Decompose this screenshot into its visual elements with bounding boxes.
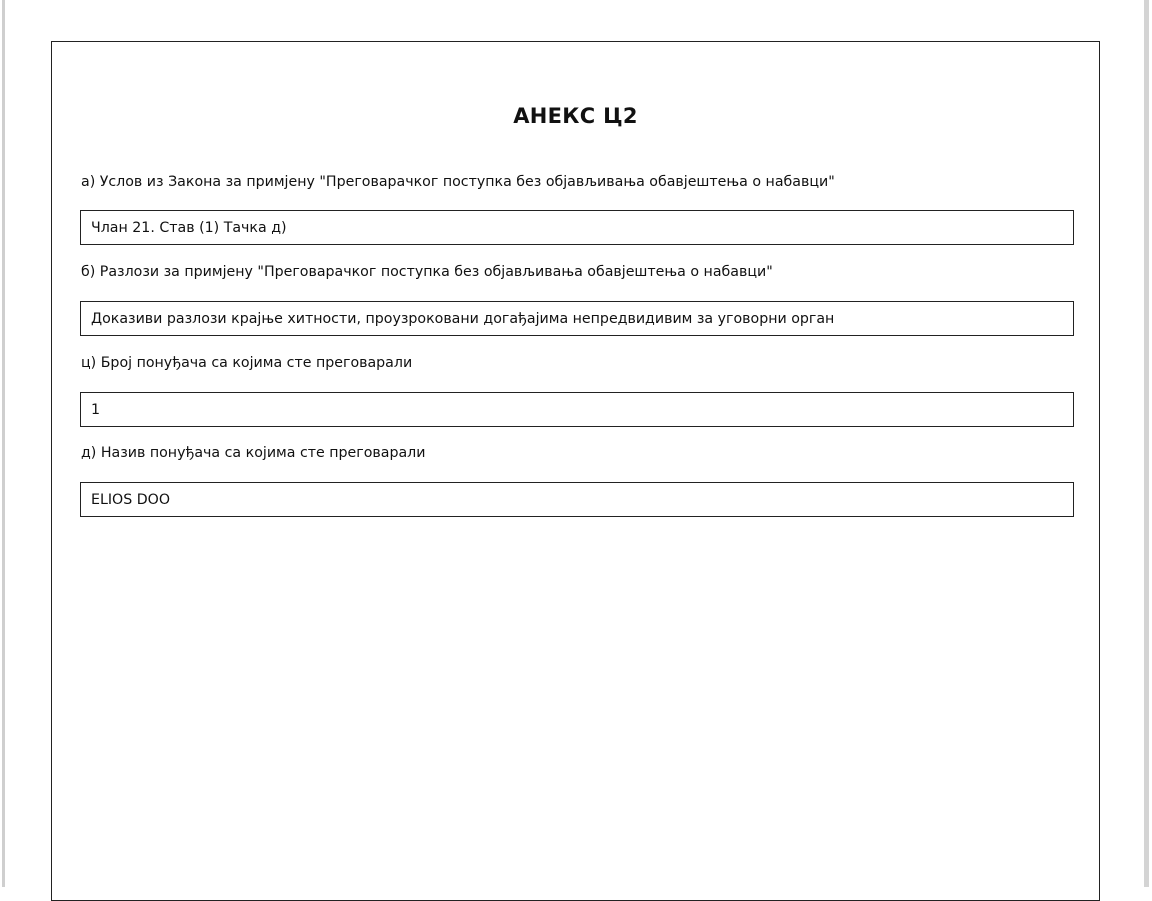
- question-d-label: д) Назив понуђача са којима сте преговарали: [81, 445, 426, 461]
- answer-d-value: ELIOS DOO: [91, 491, 170, 508]
- answer-c-value: 1: [91, 401, 101, 418]
- question-a-label: а) Услов из Закона за примјену "Преговарачког поступка без објављивања обавјештења о набавци": [81, 174, 835, 190]
- document-title: АНЕКС Ц2: [513, 104, 638, 128]
- answer-b-field: [80, 301, 1074, 336]
- answer-d-field: [80, 482, 1074, 517]
- question-b-label: б) Разлози за примјену "Преговарачког поступка без објављивања обавјештења о набавци": [81, 264, 773, 280]
- answer-c-field: [80, 392, 1074, 427]
- viewer-scrollbar[interactable]: [1144, 0, 1149, 887]
- answer-a-field: [80, 210, 1074, 245]
- question-c-label: ц) Број понуђача са којима сте преговарали: [81, 355, 413, 371]
- answer-b-value: Доказиви разлози крајње хитности, проузроковани догађајима непредвидивим за уговорни орган: [91, 310, 835, 327]
- answer-a-value: Члан 21. Став (1) Тачка д): [91, 219, 287, 236]
- document-page: [51, 41, 1100, 901]
- viewer-left-edge: [2, 0, 5, 887]
